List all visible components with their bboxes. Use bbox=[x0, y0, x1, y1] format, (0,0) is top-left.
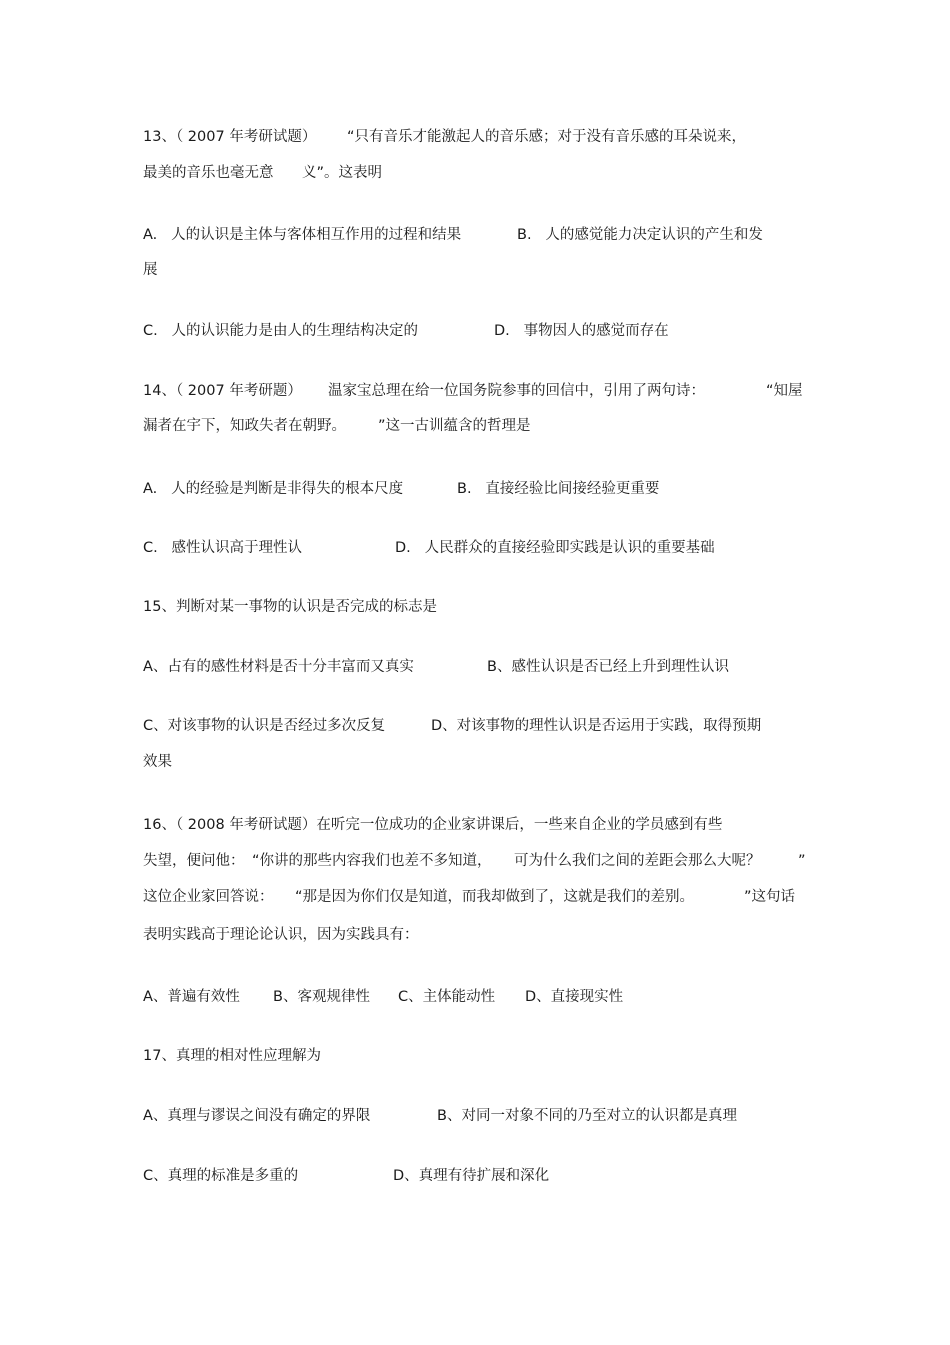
q15-option-d-cont: 效果 bbox=[143, 754, 172, 770]
q15-option-a: A、占有的感性材料是否十分丰富而又真实 bbox=[143, 659, 414, 675]
q13-option-b-cont: 展 bbox=[143, 262, 158, 278]
q16-option-a: A、普遍有效性 bbox=[143, 989, 240, 1005]
q16-stem-line3b: “那是因为你们仅是知道，而我却做到了，这就是我们的差别。 bbox=[295, 889, 695, 905]
q17-option-c: C、真理的标准是多重的 bbox=[143, 1168, 299, 1184]
q16-option-c: C、主体能动性 bbox=[398, 989, 496, 1005]
q14-option-d: D. 人民群众的直接经验即实践是认识的重要基础 bbox=[395, 540, 715, 556]
q14-option-a: A. 人的经验是判断是非得失的根本尺度 bbox=[143, 481, 404, 497]
q16-stem-line2b: “你讲的那些内容我们也差不多知道， bbox=[252, 853, 492, 869]
q16-stem-line2a: 失望，便问他： bbox=[143, 853, 245, 869]
q14-stem-line2: 漏者在宇下，知政失者在朝野。 bbox=[143, 418, 346, 434]
q14-stem-text: 温家宝总理在给一位国务院参事的回信中，引用了两句诗： bbox=[328, 383, 705, 399]
q17-option-b: B、对同一对象不同的乃至对立的认识都是真理 bbox=[437, 1108, 737, 1124]
q15-option-b: B、感性认识是否已经上升到理性认识 bbox=[487, 659, 729, 675]
q16-option-b: B、客观规律性 bbox=[273, 989, 370, 1005]
q15-option-c: C、对该事物的认识是否经过多次反复 bbox=[143, 718, 386, 734]
q15-option-d: D、对该事物的理性认识是否运用于实践，取得预期 bbox=[431, 718, 762, 734]
q14-option-b: B. 直接经验比间接经验更重要 bbox=[457, 481, 660, 497]
q13-option-c: C. 人的认识能力是由人的生理结构决定的 bbox=[143, 323, 419, 339]
q13-option-a: A. 人的认识是主体与客体相互作用的过程和结果 bbox=[143, 227, 462, 243]
q16-option-d: D、直接现实性 bbox=[525, 989, 624, 1005]
q13-option-d: D. 事物因人的感觉而存在 bbox=[494, 323, 669, 339]
q16-stem-line1: 16、（ 2008 年考研试题）在听完一位成功的企业家讲课后，一些来自企业的学员感到有些 bbox=[143, 817, 723, 833]
q16-stem-line3c: ”这句话 bbox=[744, 889, 796, 905]
q17-stem: 17、真理的相对性应理解为 bbox=[143, 1048, 321, 1064]
q13-stem-quote: “只有音乐才能激起人的音乐感；对于没有音乐感的耳朵说来， bbox=[347, 129, 747, 145]
q13-stem-line2-end: 义”。这表明 bbox=[302, 165, 383, 181]
q13-option-b: B. 人的感觉能力决定认识的产生和发 bbox=[517, 227, 763, 243]
q13-stem-line2: 最美的音乐也毫无意 bbox=[143, 165, 274, 181]
q17-option-a: A、真理与谬误之间没有确定的界限 bbox=[143, 1108, 371, 1124]
q16-stem-line2d: ” bbox=[798, 853, 806, 869]
q14-stem-quote-start: “知屋 bbox=[766, 383, 803, 399]
q16-stem-line4: 表明实践高于理论论认识，因为实践具有： bbox=[143, 927, 419, 943]
q15-stem: 15、判断对某一事物的认识是否完成的标志是 bbox=[143, 599, 437, 615]
q14-option-c: C. 感性认识高于理性认 bbox=[143, 540, 303, 556]
q14-stem-line2-end: ”这一古训蕴含的哲理是 bbox=[378, 418, 531, 434]
q14-stem-prefix: 14、（ 2007 年考研题） bbox=[143, 383, 302, 399]
q13-stem-prefix: 13、（ 2007 年考研试题） bbox=[143, 129, 317, 145]
q17-option-d: D、真理有待扩展和深化 bbox=[393, 1168, 550, 1184]
q16-stem-line2c: 可为什么我们之间的差距会那么大呢？ bbox=[514, 853, 761, 869]
q16-stem-line3a: 这位企业家回答说： bbox=[143, 889, 274, 905]
